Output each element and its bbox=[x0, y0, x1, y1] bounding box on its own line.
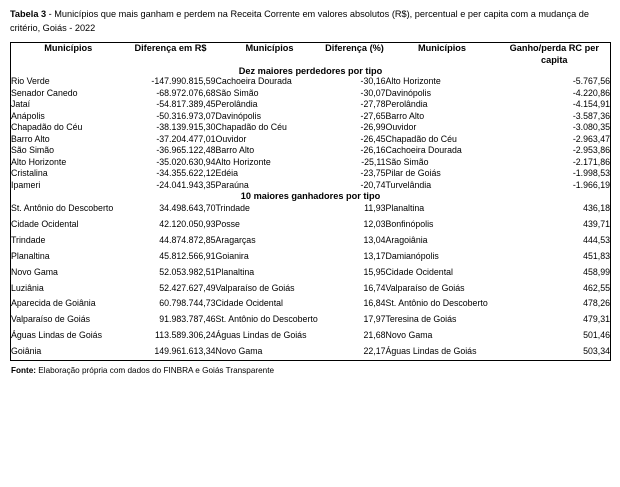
cell-ganho-perda-pc: 462,55 bbox=[583, 282, 610, 293]
table-row bbox=[11, 111, 611, 123]
cell-municipio-pc: Ouvidor bbox=[385, 122, 417, 132]
cell-municipio-pct: Alto Horizonte bbox=[215, 156, 271, 167]
section-title: 10 maiores ganhadores por tipo bbox=[240, 191, 381, 201]
cell-diferenca-rs: 42.120.050,93 bbox=[159, 219, 216, 230]
cell-municipio-rs: Barro Alto bbox=[11, 133, 50, 144]
table-row bbox=[11, 217, 611, 233]
cell-municipio-pct: Trindade bbox=[215, 203, 250, 214]
table-row bbox=[11, 233, 611, 249]
cell-municipio-pct: St. Antônio do Descoberto bbox=[215, 314, 318, 325]
cell-municipio-pct: Edéia bbox=[215, 168, 238, 178]
cell-municipio-pc: São Simão bbox=[385, 156, 429, 167]
cell-diferenca-pct: -26,99 bbox=[360, 122, 386, 132]
cell-diferenca-rs: 60.798.744,73 bbox=[159, 298, 216, 309]
cell-diferenca-rs: -36.965.122,48 bbox=[156, 145, 216, 155]
cell-diferenca-rs: -38.139.915,30 bbox=[156, 122, 216, 132]
cell-diferenca-rs: 52.427.627,49 bbox=[159, 282, 216, 293]
cell-ganho-perda-pc: 501,46 bbox=[583, 330, 610, 341]
col-header-diferenca-pct: Diferença (%) bbox=[325, 43, 384, 53]
cell-municipio-rs: Senador Canedo bbox=[11, 87, 78, 98]
cell-municipio-pc: Valparaíso de Goiás bbox=[385, 282, 465, 293]
cell-diferenca-pct: 12,03 bbox=[363, 219, 386, 230]
cell-diferenca-rs: 149.961.613,34 bbox=[154, 346, 216, 357]
table-row bbox=[11, 265, 611, 281]
cell-ganho-perda-pc: -2.171,86 bbox=[572, 156, 610, 167]
col-header-ganho-perda-per-capita: Ganho/perda RC per capita bbox=[509, 43, 599, 65]
cell-ganho-perda-pc: 444,53 bbox=[583, 234, 610, 245]
col-header-municipios-3: Municípios bbox=[418, 43, 466, 53]
table-row bbox=[11, 296, 611, 312]
table-row bbox=[11, 180, 611, 192]
cell-ganho-perda-pc: -4.154,91 bbox=[572, 99, 610, 109]
table-row bbox=[11, 134, 611, 146]
table-row bbox=[11, 99, 611, 111]
cell-ganho-perda-pc: -3.080,35 bbox=[572, 122, 610, 132]
cell-municipio-rs: Chapadão do Céu bbox=[11, 122, 83, 132]
data-table bbox=[10, 42, 611, 361]
cell-diferenca-pct: -25,11 bbox=[361, 156, 386, 167]
header-row bbox=[11, 43, 611, 67]
cell-municipio-rs: Luziânia bbox=[11, 282, 44, 293]
cell-municipio-pc: Barro Alto bbox=[385, 110, 425, 121]
table-row bbox=[11, 157, 611, 169]
cell-diferenca-pct: 15,95 bbox=[363, 266, 386, 277]
cell-diferenca-rs: 91.983.787,46 bbox=[159, 314, 216, 325]
table-row bbox=[11, 328, 611, 344]
cell-municipio-rs: Valparaíso de Goiás bbox=[11, 314, 91, 325]
cell-municipio-rs: Jataí bbox=[11, 99, 31, 109]
cell-diferenca-rs: 45.812.566,91 bbox=[159, 250, 216, 261]
cell-municipio-pc: Perolândia bbox=[385, 99, 428, 109]
cell-municipio-pc: Davinópolis bbox=[385, 87, 431, 98]
cell-municipio-rs: St. Antônio do Descoberto bbox=[11, 203, 114, 214]
cell-municipio-pct: Aragarças bbox=[215, 234, 256, 245]
cell-municipio-pc: Alto Horizonte bbox=[385, 76, 441, 86]
cell-diferenca-rs: -37.204.477,01 bbox=[156, 133, 216, 144]
cell-municipio-rs: Rio Verde bbox=[11, 76, 50, 86]
cell-municipio-pc: Águas Lindas de Goiás bbox=[385, 346, 477, 357]
table-row bbox=[11, 249, 611, 265]
section-title: Dez maiores perdedores por tipo bbox=[238, 66, 383, 76]
cell-ganho-perda-pc: 439,71 bbox=[583, 219, 610, 230]
cell-municipio-pc: Cachoeira Dourada bbox=[385, 145, 462, 155]
cell-diferenca-pct: 21,68 bbox=[363, 330, 386, 341]
table-row bbox=[11, 280, 611, 296]
cell-municipio-pct: Perolândia bbox=[215, 99, 258, 109]
cell-municipio-rs: Planaltina bbox=[11, 250, 50, 261]
table-body bbox=[11, 66, 611, 360]
cell-municipio-pct: Barro Alto bbox=[215, 145, 255, 155]
cell-diferenca-rs: -50.316.973,07 bbox=[156, 110, 216, 121]
cell-municipio-pc: Pilar de Goiás bbox=[385, 168, 441, 178]
cell-diferenca-rs: 113.589.306,24 bbox=[155, 330, 216, 341]
cell-ganho-perda-pc: 458,99 bbox=[583, 266, 610, 277]
cell-municipio-rs: Alto Horizonte bbox=[11, 156, 67, 167]
source-label: Fonte: bbox=[11, 365, 37, 375]
cell-municipio-pct: Davinópolis bbox=[215, 110, 261, 121]
cell-municipio-pc: Chapadão do Céu bbox=[385, 133, 457, 144]
cell-municipio-rs: São Simão bbox=[11, 145, 55, 155]
cell-municipio-pct: Ouvidor bbox=[215, 133, 247, 144]
table-source-note bbox=[10, 366, 610, 375]
cell-municipio-rs: Ipameri bbox=[11, 179, 41, 190]
cell-municipio-pc: Planaltina bbox=[385, 203, 425, 214]
cell-municipio-rs: Goiânia bbox=[11, 346, 42, 357]
cell-diferenca-pct: -20,74 bbox=[360, 179, 386, 190]
cell-ganho-perda-pc: 503,34 bbox=[583, 346, 610, 357]
cell-diferenca-rs: 52.053.982,51 bbox=[159, 266, 216, 277]
cell-ganho-perda-pc: -2.953,86 bbox=[572, 145, 610, 155]
cell-diferenca-rs: -68.972.076,68 bbox=[156, 87, 216, 98]
cell-diferenca-pct: -26,45 bbox=[360, 133, 386, 144]
cell-ganho-perda-pc: 451,83 bbox=[583, 250, 610, 261]
cell-diferenca-pct: -30,16 bbox=[360, 76, 386, 86]
cell-ganho-perda-pc: -4.220,86 bbox=[572, 87, 610, 98]
col-header-municipios-1: Municípios bbox=[44, 43, 93, 53]
cell-diferenca-pct: 22,17 bbox=[363, 346, 386, 357]
cell-municipio-pc: Bonfinópolis bbox=[385, 219, 434, 230]
cell-municipio-rs: Cristalina bbox=[11, 168, 48, 178]
cell-diferenca-rs: -54.817.389,45 bbox=[156, 99, 216, 109]
cell-diferenca-pct: -30,07 bbox=[360, 87, 386, 98]
cell-ganho-perda-pc: 479,31 bbox=[583, 314, 610, 325]
cell-municipio-pct: Cachoeira Dourada bbox=[215, 76, 292, 86]
cell-diferenca-rs: -24.041.943,35 bbox=[156, 179, 216, 190]
cell-municipio-rs: Anápolis bbox=[11, 110, 45, 121]
table-row bbox=[11, 168, 611, 180]
cell-diferenca-rs: -34.355.622,12 bbox=[156, 168, 216, 178]
source-text: Elaboração própria com dados do FINBRA e Goiás Transparente bbox=[36, 365, 275, 375]
cell-municipio-pc: Novo Gama bbox=[385, 330, 433, 341]
cell-ganho-perda-pc: -3.587,36 bbox=[572, 110, 610, 121]
cell-diferenca-pct: 13,04 bbox=[363, 234, 386, 245]
table-row bbox=[11, 76, 611, 88]
section-header-winners bbox=[11, 191, 611, 201]
cell-diferenca-rs: 34.498.643,70 bbox=[159, 203, 216, 214]
cell-diferenca-pct: -27,78 bbox=[360, 99, 386, 109]
cell-diferenca-pct: 13,17 bbox=[363, 250, 386, 261]
cell-municipio-pct: Posse bbox=[215, 219, 240, 230]
cell-diferenca-pct: 17,97 bbox=[363, 314, 386, 325]
cell-ganho-perda-pc: -2.963,47 bbox=[572, 133, 610, 144]
cell-diferenca-pct: 16,74 bbox=[363, 282, 386, 293]
cell-ganho-perda-pc: -1.998,53 bbox=[572, 168, 610, 178]
cell-municipio-pc: St. Antônio do Descoberto bbox=[385, 298, 488, 309]
cell-municipio-pct: São Simão bbox=[215, 87, 259, 98]
cell-municipio-rs: Trindade bbox=[11, 234, 46, 245]
cell-diferenca-rs: 44.874.872,85 bbox=[159, 234, 216, 245]
col-header-municipios-2: Municípios bbox=[245, 43, 294, 53]
table-row bbox=[11, 122, 611, 134]
table-row bbox=[11, 312, 611, 328]
cell-ganho-perda-pc: 478,26 bbox=[583, 298, 610, 309]
cell-municipio-pc: Teresina de Goiás bbox=[385, 314, 457, 325]
cell-municipio-pct: Novo Gama bbox=[215, 346, 263, 357]
cell-diferenca-pct: 11,93 bbox=[364, 203, 386, 214]
cell-municipio-rs: Águas Lindas de Goiás bbox=[11, 330, 102, 341]
cell-ganho-perda-pc: -5.767,56 bbox=[572, 76, 610, 86]
cell-municipio-pct: Planaltina bbox=[215, 266, 255, 277]
cell-municipio-pc: Damianópolis bbox=[385, 250, 439, 261]
cell-diferenca-pct: -26,16 bbox=[360, 145, 386, 155]
cell-municipio-pc: Turvelândia bbox=[385, 179, 432, 190]
cell-ganho-perda-pc: -1.966,19 bbox=[572, 179, 610, 190]
cell-diferenca-pct: 16,84 bbox=[363, 298, 386, 309]
table-row bbox=[11, 201, 611, 217]
table-head bbox=[11, 43, 611, 67]
section-header-losers bbox=[11, 66, 611, 76]
cell-municipio-pc: Cidade Ocidental bbox=[385, 266, 453, 277]
col-header-diferenca-rs: Diferença em R$ bbox=[134, 43, 207, 53]
cell-municipio-rs: Aparecida de Goiânia bbox=[11, 298, 96, 309]
table-row bbox=[11, 88, 611, 100]
caption-text: - Municípios que mais ganham e perdem na Receita Corrente em valores absolutos (R$), percentual e per capita com a mudança de critério, Goiás - 2022 bbox=[10, 9, 589, 33]
cell-municipio-rs: Novo Gama bbox=[11, 266, 58, 277]
cell-municipio-pct: Cidade Ocidental bbox=[215, 298, 283, 309]
cell-diferenca-pct: -23,75 bbox=[360, 168, 386, 178]
caption-label: Tabela 3 bbox=[10, 9, 47, 19]
table-caption bbox=[10, 8, 610, 35]
cell-municipio-pc: Aragoiânia bbox=[385, 234, 428, 245]
cell-municipio-pct: Valparaíso de Goiás bbox=[215, 282, 295, 293]
cell-diferenca-rs: -35.020.630,94 bbox=[156, 156, 216, 167]
table-row bbox=[11, 344, 611, 360]
cell-municipio-pct: Águas Lindas de Goiás bbox=[215, 330, 307, 341]
cell-diferenca-pct: -27,65 bbox=[360, 110, 386, 121]
cell-municipio-rs: Cidade Ocidental bbox=[11, 219, 79, 230]
cell-ganho-perda-pc: 436,18 bbox=[583, 203, 610, 214]
table-row bbox=[11, 145, 611, 157]
cell-municipio-pct: Goianira bbox=[215, 250, 249, 261]
cell-municipio-pct: Paraúna bbox=[215, 179, 249, 190]
cell-municipio-pct: Chapadão do Céu bbox=[215, 122, 287, 132]
cell-diferenca-rs: -147.990.815,59 bbox=[151, 76, 216, 86]
